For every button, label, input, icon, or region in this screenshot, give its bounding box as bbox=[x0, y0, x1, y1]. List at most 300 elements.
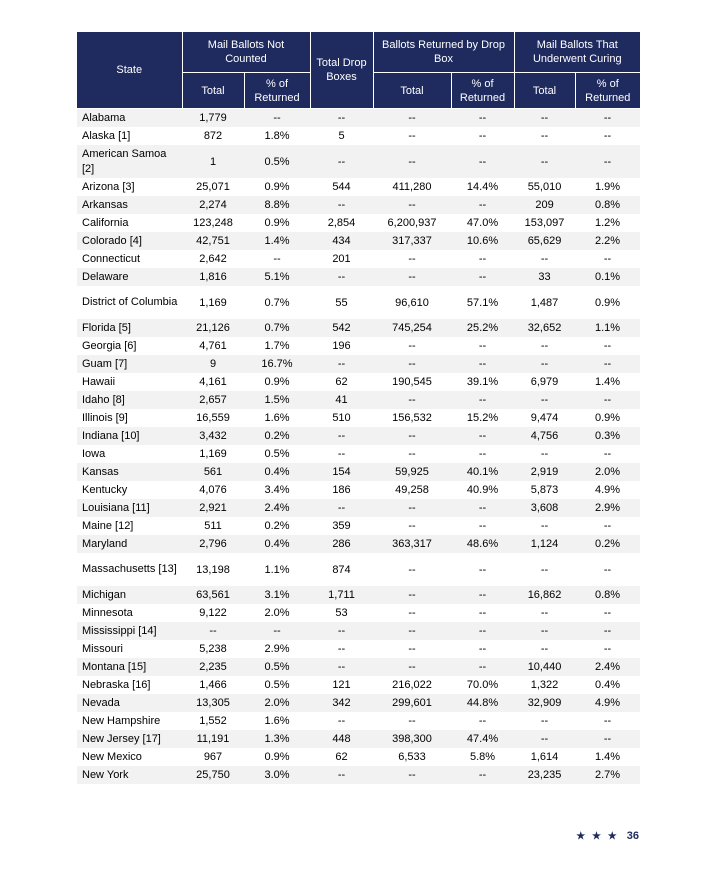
not-counted-pct: 0.5% bbox=[244, 445, 310, 463]
curing-total: 6,979 bbox=[514, 373, 575, 391]
not-counted-total: 123,248 bbox=[182, 214, 244, 232]
not-counted-pct: 5.1% bbox=[244, 268, 310, 286]
curing-total: -- bbox=[514, 250, 575, 268]
not-counted-pct: 0.7% bbox=[244, 319, 310, 337]
not-counted-total: 561 bbox=[182, 463, 244, 481]
table-row bbox=[77, 604, 640, 622]
drop-box-returned-pct: -- bbox=[451, 622, 514, 640]
drop-box-returned-pct: 48.6% bbox=[451, 535, 514, 553]
drop-box-returned-pct: 15.2% bbox=[451, 409, 514, 427]
curing-total: 3,608 bbox=[514, 499, 575, 517]
not-counted-total: 2,796 bbox=[182, 535, 244, 553]
header-nc-total: Total bbox=[182, 73, 244, 109]
curing-total: 1,487 bbox=[514, 286, 575, 319]
drop-box-count: -- bbox=[310, 145, 373, 178]
not-counted-pct: 2.9% bbox=[244, 640, 310, 658]
not-counted-total: 2,642 bbox=[182, 250, 244, 268]
not-counted-pct: -- bbox=[244, 109, 310, 128]
curing-total: 153,097 bbox=[514, 214, 575, 232]
table-row bbox=[77, 481, 640, 499]
table-row bbox=[77, 463, 640, 481]
curing-total: -- bbox=[514, 127, 575, 145]
table-row bbox=[77, 409, 640, 427]
curing-pct: 2.9% bbox=[575, 499, 640, 517]
curing-pct: 0.1% bbox=[575, 268, 640, 286]
curing-total: 4,756 bbox=[514, 427, 575, 445]
drop-box-returned-total: -- bbox=[373, 427, 451, 445]
drop-box-count: -- bbox=[310, 109, 373, 128]
curing-pct: 2.7% bbox=[575, 766, 640, 784]
not-counted-pct: 16.7% bbox=[244, 355, 310, 373]
table-row bbox=[77, 517, 640, 535]
drop-box-returned-total: 216,022 bbox=[373, 676, 451, 694]
not-counted-total: 2,235 bbox=[182, 658, 244, 676]
curing-pct: 1.1% bbox=[575, 319, 640, 337]
table-row bbox=[77, 319, 640, 337]
curing-total: 65,629 bbox=[514, 232, 575, 250]
not-counted-total: 5,238 bbox=[182, 640, 244, 658]
header-drop-box-returned: Ballots Returned by Drop Box bbox=[373, 32, 514, 73]
drop-box-returned-pct: 47.0% bbox=[451, 214, 514, 232]
table-row bbox=[77, 499, 640, 517]
curing-total: 55,010 bbox=[514, 178, 575, 196]
drop-box-count: 342 bbox=[310, 694, 373, 712]
header-db-total: Total bbox=[373, 73, 451, 109]
drop-box-returned-pct: -- bbox=[451, 337, 514, 355]
not-counted-pct: 1.8% bbox=[244, 127, 310, 145]
drop-box-returned-pct: -- bbox=[451, 127, 514, 145]
drop-box-returned-pct: 5.8% bbox=[451, 748, 514, 766]
table-row bbox=[77, 748, 640, 766]
curing-pct: 0.4% bbox=[575, 676, 640, 694]
not-counted-total: 1,169 bbox=[182, 445, 244, 463]
table-row bbox=[77, 694, 640, 712]
state-name: District of Columbia bbox=[77, 286, 182, 319]
state-name: Nebraska [16] bbox=[77, 676, 182, 694]
state-name: Michigan bbox=[77, 586, 182, 604]
header-cure-total: Total bbox=[514, 73, 575, 109]
curing-pct: 2.0% bbox=[575, 463, 640, 481]
state-name: New Jersey [17] bbox=[77, 730, 182, 748]
table-row bbox=[77, 553, 640, 586]
curing-pct: 4.9% bbox=[575, 481, 640, 499]
drop-box-count: 121 bbox=[310, 676, 373, 694]
drop-box-returned-total: 49,258 bbox=[373, 481, 451, 499]
curing-pct: -- bbox=[575, 517, 640, 535]
drop-box-returned-pct: -- bbox=[451, 586, 514, 604]
drop-box-count: -- bbox=[310, 640, 373, 658]
drop-box-returned-total: -- bbox=[373, 553, 451, 586]
curing-pct: 0.9% bbox=[575, 409, 640, 427]
drop-box-returned-pct: -- bbox=[451, 427, 514, 445]
table-row bbox=[77, 268, 640, 286]
not-counted-total: 42,751 bbox=[182, 232, 244, 250]
state-name: Massachusetts [13] bbox=[77, 553, 182, 586]
not-counted-pct: 1.7% bbox=[244, 337, 310, 355]
drop-box-count: 874 bbox=[310, 553, 373, 586]
drop-box-count: 434 bbox=[310, 232, 373, 250]
curing-total: 9,474 bbox=[514, 409, 575, 427]
curing-total: 10,440 bbox=[514, 658, 575, 676]
curing-pct: -- bbox=[575, 553, 640, 586]
state-name: Delaware bbox=[77, 268, 182, 286]
not-counted-pct: -- bbox=[244, 250, 310, 268]
header-state: State bbox=[77, 32, 182, 109]
not-counted-pct: 0.4% bbox=[244, 463, 310, 481]
not-counted-pct: 0.9% bbox=[244, 748, 310, 766]
not-counted-pct: 0.2% bbox=[244, 427, 310, 445]
drop-box-returned-total: 156,532 bbox=[373, 409, 451, 427]
state-name: Arizona [3] bbox=[77, 178, 182, 196]
state-name: Kansas bbox=[77, 463, 182, 481]
state-name: Hawaii bbox=[77, 373, 182, 391]
drop-box-returned-pct: 70.0% bbox=[451, 676, 514, 694]
curing-total: -- bbox=[514, 553, 575, 586]
state-name: Connecticut bbox=[77, 250, 182, 268]
state-name: Alaska [1] bbox=[77, 127, 182, 145]
state-name: New Mexico bbox=[77, 748, 182, 766]
state-name: New Hampshire bbox=[77, 712, 182, 730]
not-counted-total: 25,750 bbox=[182, 766, 244, 784]
drop-box-returned-pct: 40.9% bbox=[451, 481, 514, 499]
curing-pct: 1.9% bbox=[575, 178, 640, 196]
not-counted-pct: 3.0% bbox=[244, 766, 310, 784]
curing-total: 32,652 bbox=[514, 319, 575, 337]
drop-box-returned-total: 363,317 bbox=[373, 535, 451, 553]
not-counted-pct: 1.6% bbox=[244, 712, 310, 730]
curing-pct: 0.8% bbox=[575, 196, 640, 214]
drop-box-returned-total: 6,200,937 bbox=[373, 214, 451, 232]
curing-pct: -- bbox=[575, 337, 640, 355]
curing-total: -- bbox=[514, 337, 575, 355]
table-row bbox=[77, 658, 640, 676]
drop-box-returned-pct: -- bbox=[451, 658, 514, 676]
drop-box-returned-total: 299,601 bbox=[373, 694, 451, 712]
table-row bbox=[77, 535, 640, 553]
drop-box-count: 154 bbox=[310, 463, 373, 481]
drop-box-count: -- bbox=[310, 196, 373, 214]
drop-box-returned-total: -- bbox=[373, 109, 451, 128]
drop-box-count: 41 bbox=[310, 391, 373, 409]
not-counted-pct: 0.5% bbox=[244, 145, 310, 178]
drop-box-count: 53 bbox=[310, 604, 373, 622]
not-counted-total: 13,305 bbox=[182, 694, 244, 712]
drop-box-returned-pct: 44.8% bbox=[451, 694, 514, 712]
drop-box-count: -- bbox=[310, 622, 373, 640]
not-counted-pct: 1.3% bbox=[244, 730, 310, 748]
curing-total: 1,124 bbox=[514, 535, 575, 553]
drop-box-returned-total: -- bbox=[373, 337, 451, 355]
not-counted-total: 967 bbox=[182, 748, 244, 766]
state-name: Georgia [6] bbox=[77, 337, 182, 355]
drop-box-count: 286 bbox=[310, 535, 373, 553]
table-row bbox=[77, 337, 640, 355]
not-counted-total: 25,071 bbox=[182, 178, 244, 196]
not-counted-pct: 8.8% bbox=[244, 196, 310, 214]
drop-box-count: 196 bbox=[310, 337, 373, 355]
not-counted-pct: 1.6% bbox=[244, 409, 310, 427]
curing-pct: 2.2% bbox=[575, 232, 640, 250]
curing-total: 5,873 bbox=[514, 481, 575, 499]
curing-total: 2,919 bbox=[514, 463, 575, 481]
state-name: Arkansas bbox=[77, 196, 182, 214]
state-name: Alabama bbox=[77, 109, 182, 128]
not-counted-pct: 2.4% bbox=[244, 499, 310, 517]
drop-box-returned-total: -- bbox=[373, 445, 451, 463]
drop-box-returned-pct: -- bbox=[451, 355, 514, 373]
not-counted-total: 4,076 bbox=[182, 481, 244, 499]
curing-pct: 0.2% bbox=[575, 535, 640, 553]
table-row bbox=[77, 355, 640, 373]
drop-box-count: 62 bbox=[310, 748, 373, 766]
state-name: Indiana [10] bbox=[77, 427, 182, 445]
table-row bbox=[77, 391, 640, 409]
drop-box-returned-pct: 10.6% bbox=[451, 232, 514, 250]
drop-box-returned-pct: -- bbox=[451, 640, 514, 658]
not-counted-pct: 0.9% bbox=[244, 373, 310, 391]
drop-box-count: 510 bbox=[310, 409, 373, 427]
not-counted-pct: 0.7% bbox=[244, 286, 310, 319]
drop-box-returned-pct: -- bbox=[451, 250, 514, 268]
drop-box-returned-pct: 47.4% bbox=[451, 730, 514, 748]
table-row bbox=[77, 178, 640, 196]
drop-box-returned-total: 59,925 bbox=[373, 463, 451, 481]
state-name: Illinois [9] bbox=[77, 409, 182, 427]
header-db-pct: % of Returned bbox=[451, 73, 514, 109]
curing-pct: 0.8% bbox=[575, 586, 640, 604]
drop-box-returned-pct: 39.1% bbox=[451, 373, 514, 391]
not-counted-total: 1,169 bbox=[182, 286, 244, 319]
not-counted-total: 511 bbox=[182, 517, 244, 535]
drop-box-returned-pct: -- bbox=[451, 145, 514, 178]
drop-box-returned-total: 6,533 bbox=[373, 748, 451, 766]
not-counted-total: 11,191 bbox=[182, 730, 244, 748]
not-counted-pct: 1.5% bbox=[244, 391, 310, 409]
table-body bbox=[77, 109, 640, 785]
curing-pct: 4.9% bbox=[575, 694, 640, 712]
header-curing: Mail Ballots That Underwent Curing bbox=[514, 32, 640, 73]
not-counted-pct: 1.4% bbox=[244, 232, 310, 250]
table-row bbox=[77, 586, 640, 604]
drop-box-returned-total: 190,545 bbox=[373, 373, 451, 391]
curing-pct: 1.2% bbox=[575, 214, 640, 232]
state-name: Maine [12] bbox=[77, 517, 182, 535]
drop-box-returned-pct: -- bbox=[451, 445, 514, 463]
drop-box-count: -- bbox=[310, 658, 373, 676]
table-row bbox=[77, 766, 640, 784]
curing-total: -- bbox=[514, 622, 575, 640]
drop-box-count: 448 bbox=[310, 730, 373, 748]
curing-pct: -- bbox=[575, 127, 640, 145]
drop-box-count: 62 bbox=[310, 373, 373, 391]
drop-box-count: 55 bbox=[310, 286, 373, 319]
drop-box-returned-pct: -- bbox=[451, 499, 514, 517]
drop-box-returned-total: -- bbox=[373, 355, 451, 373]
state-name: Florida [5] bbox=[77, 319, 182, 337]
curing-pct: 1.4% bbox=[575, 373, 640, 391]
page-footer bbox=[576, 830, 639, 842]
curing-total: 1,322 bbox=[514, 676, 575, 694]
drop-box-count: -- bbox=[310, 355, 373, 373]
drop-box-returned-total: -- bbox=[373, 145, 451, 178]
drop-box-returned-total: -- bbox=[373, 517, 451, 535]
curing-total: -- bbox=[514, 730, 575, 748]
drop-box-count: 1,711 bbox=[310, 586, 373, 604]
state-name: American Samoa [2] bbox=[77, 145, 182, 178]
not-counted-total: 9 bbox=[182, 355, 244, 373]
drop-box-count: -- bbox=[310, 712, 373, 730]
drop-box-returned-total: -- bbox=[373, 640, 451, 658]
curing-pct: -- bbox=[575, 445, 640, 463]
curing-pct: -- bbox=[575, 391, 640, 409]
curing-total: -- bbox=[514, 517, 575, 535]
drop-box-returned-total: -- bbox=[373, 712, 451, 730]
drop-box-returned-total: -- bbox=[373, 499, 451, 517]
header-nc-pct: % of Returned bbox=[244, 73, 310, 109]
drop-box-count: 359 bbox=[310, 517, 373, 535]
curing-pct: -- bbox=[575, 355, 640, 373]
drop-box-returned-total: 411,280 bbox=[373, 178, 451, 196]
drop-box-count: -- bbox=[310, 766, 373, 784]
curing-pct: -- bbox=[575, 145, 640, 178]
curing-pct: 0.3% bbox=[575, 427, 640, 445]
not-counted-total: 1,552 bbox=[182, 712, 244, 730]
drop-box-count: 201 bbox=[310, 250, 373, 268]
drop-box-returned-pct: 14.4% bbox=[451, 178, 514, 196]
not-counted-total: 1,816 bbox=[182, 268, 244, 286]
not-counted-total: 63,561 bbox=[182, 586, 244, 604]
not-counted-pct: 0.5% bbox=[244, 676, 310, 694]
curing-total: 32,909 bbox=[514, 694, 575, 712]
table-row bbox=[77, 622, 640, 640]
drop-box-returned-total: -- bbox=[373, 586, 451, 604]
header-drop-boxes: Total Drop Boxes bbox=[310, 32, 373, 109]
not-counted-pct: 3.1% bbox=[244, 586, 310, 604]
not-counted-total: 9,122 bbox=[182, 604, 244, 622]
state-name: Montana [15] bbox=[77, 658, 182, 676]
not-counted-total: 21,126 bbox=[182, 319, 244, 337]
drop-box-count: -- bbox=[310, 445, 373, 463]
state-name: California bbox=[77, 214, 182, 232]
table-row bbox=[77, 427, 640, 445]
not-counted-total: 4,161 bbox=[182, 373, 244, 391]
curing-total: -- bbox=[514, 445, 575, 463]
curing-pct: 0.9% bbox=[575, 286, 640, 319]
drop-box-returned-pct: -- bbox=[451, 553, 514, 586]
state-name: New York bbox=[77, 766, 182, 784]
not-counted-pct: 3.4% bbox=[244, 481, 310, 499]
curing-total: -- bbox=[514, 145, 575, 178]
state-name: Colorado [4] bbox=[77, 232, 182, 250]
drop-box-returned-pct: 40.1% bbox=[451, 463, 514, 481]
not-counted-total: 872 bbox=[182, 127, 244, 145]
table-row bbox=[77, 445, 640, 463]
mail-ballot-table bbox=[77, 31, 640, 784]
drop-box-returned-pct: -- bbox=[451, 517, 514, 535]
drop-box-count: -- bbox=[310, 499, 373, 517]
state-name: Minnesota bbox=[77, 604, 182, 622]
drop-box-returned-total: -- bbox=[373, 622, 451, 640]
not-counted-total: 2,274 bbox=[182, 196, 244, 214]
state-name: Nevada bbox=[77, 694, 182, 712]
curing-pct: -- bbox=[575, 622, 640, 640]
drop-box-returned-pct: -- bbox=[451, 196, 514, 214]
table-row bbox=[77, 373, 640, 391]
state-name: Idaho [8] bbox=[77, 391, 182, 409]
drop-box-returned-total: -- bbox=[373, 658, 451, 676]
not-counted-total: 3,432 bbox=[182, 427, 244, 445]
drop-box-returned-pct: -- bbox=[451, 766, 514, 784]
curing-total: -- bbox=[514, 391, 575, 409]
table-row bbox=[77, 145, 640, 178]
not-counted-total: 2,921 bbox=[182, 499, 244, 517]
drop-box-returned-total: -- bbox=[373, 766, 451, 784]
drop-box-count: 544 bbox=[310, 178, 373, 196]
not-counted-total: 16,559 bbox=[182, 409, 244, 427]
not-counted-pct: 2.0% bbox=[244, 604, 310, 622]
curing-pct: -- bbox=[575, 640, 640, 658]
curing-pct: -- bbox=[575, 730, 640, 748]
header-cure-pct: % of Returned bbox=[575, 73, 640, 109]
drop-box-returned-pct: 57.1% bbox=[451, 286, 514, 319]
not-counted-total: 1,779 bbox=[182, 109, 244, 128]
table-header bbox=[77, 32, 640, 109]
drop-box-count: 2,854 bbox=[310, 214, 373, 232]
not-counted-pct: 0.9% bbox=[244, 178, 310, 196]
state-name: Louisiana [11] bbox=[77, 499, 182, 517]
table-row bbox=[77, 196, 640, 214]
not-counted-total: -- bbox=[182, 622, 244, 640]
not-counted-pct: 0.9% bbox=[244, 214, 310, 232]
curing-total: 16,862 bbox=[514, 586, 575, 604]
not-counted-pct: 0.4% bbox=[244, 535, 310, 553]
table-row bbox=[77, 712, 640, 730]
drop-box-returned-total: -- bbox=[373, 391, 451, 409]
curing-total: 1,614 bbox=[514, 748, 575, 766]
drop-box-returned-total: 745,254 bbox=[373, 319, 451, 337]
not-counted-total: 13,198 bbox=[182, 553, 244, 586]
drop-box-returned-total: 96,610 bbox=[373, 286, 451, 319]
table-row bbox=[77, 640, 640, 658]
stars-icon: ★ ★ ★ bbox=[576, 830, 619, 842]
drop-box-returned-total: -- bbox=[373, 196, 451, 214]
drop-box-returned-pct: -- bbox=[451, 604, 514, 622]
not-counted-pct: 0.5% bbox=[244, 658, 310, 676]
curing-pct: -- bbox=[575, 109, 640, 128]
curing-total: 33 bbox=[514, 268, 575, 286]
curing-total: -- bbox=[514, 355, 575, 373]
page-number: 36 bbox=[626, 830, 639, 842]
curing-total: -- bbox=[514, 712, 575, 730]
drop-box-returned-pct: -- bbox=[451, 109, 514, 128]
drop-box-returned-total: 398,300 bbox=[373, 730, 451, 748]
table-row bbox=[77, 286, 640, 319]
drop-box-returned-total: -- bbox=[373, 127, 451, 145]
not-counted-total: 4,761 bbox=[182, 337, 244, 355]
drop-box-count: -- bbox=[310, 268, 373, 286]
state-name: Mississippi [14] bbox=[77, 622, 182, 640]
state-name: Kentucky bbox=[77, 481, 182, 499]
drop-box-returned-total: -- bbox=[373, 250, 451, 268]
curing-total: 209 bbox=[514, 196, 575, 214]
not-counted-pct: 1.1% bbox=[244, 553, 310, 586]
not-counted-total: 1,466 bbox=[182, 676, 244, 694]
drop-box-count: 186 bbox=[310, 481, 373, 499]
table-row bbox=[77, 730, 640, 748]
drop-box-returned-total: -- bbox=[373, 268, 451, 286]
drop-box-returned-total: 317,337 bbox=[373, 232, 451, 250]
state-name: Iowa bbox=[77, 445, 182, 463]
